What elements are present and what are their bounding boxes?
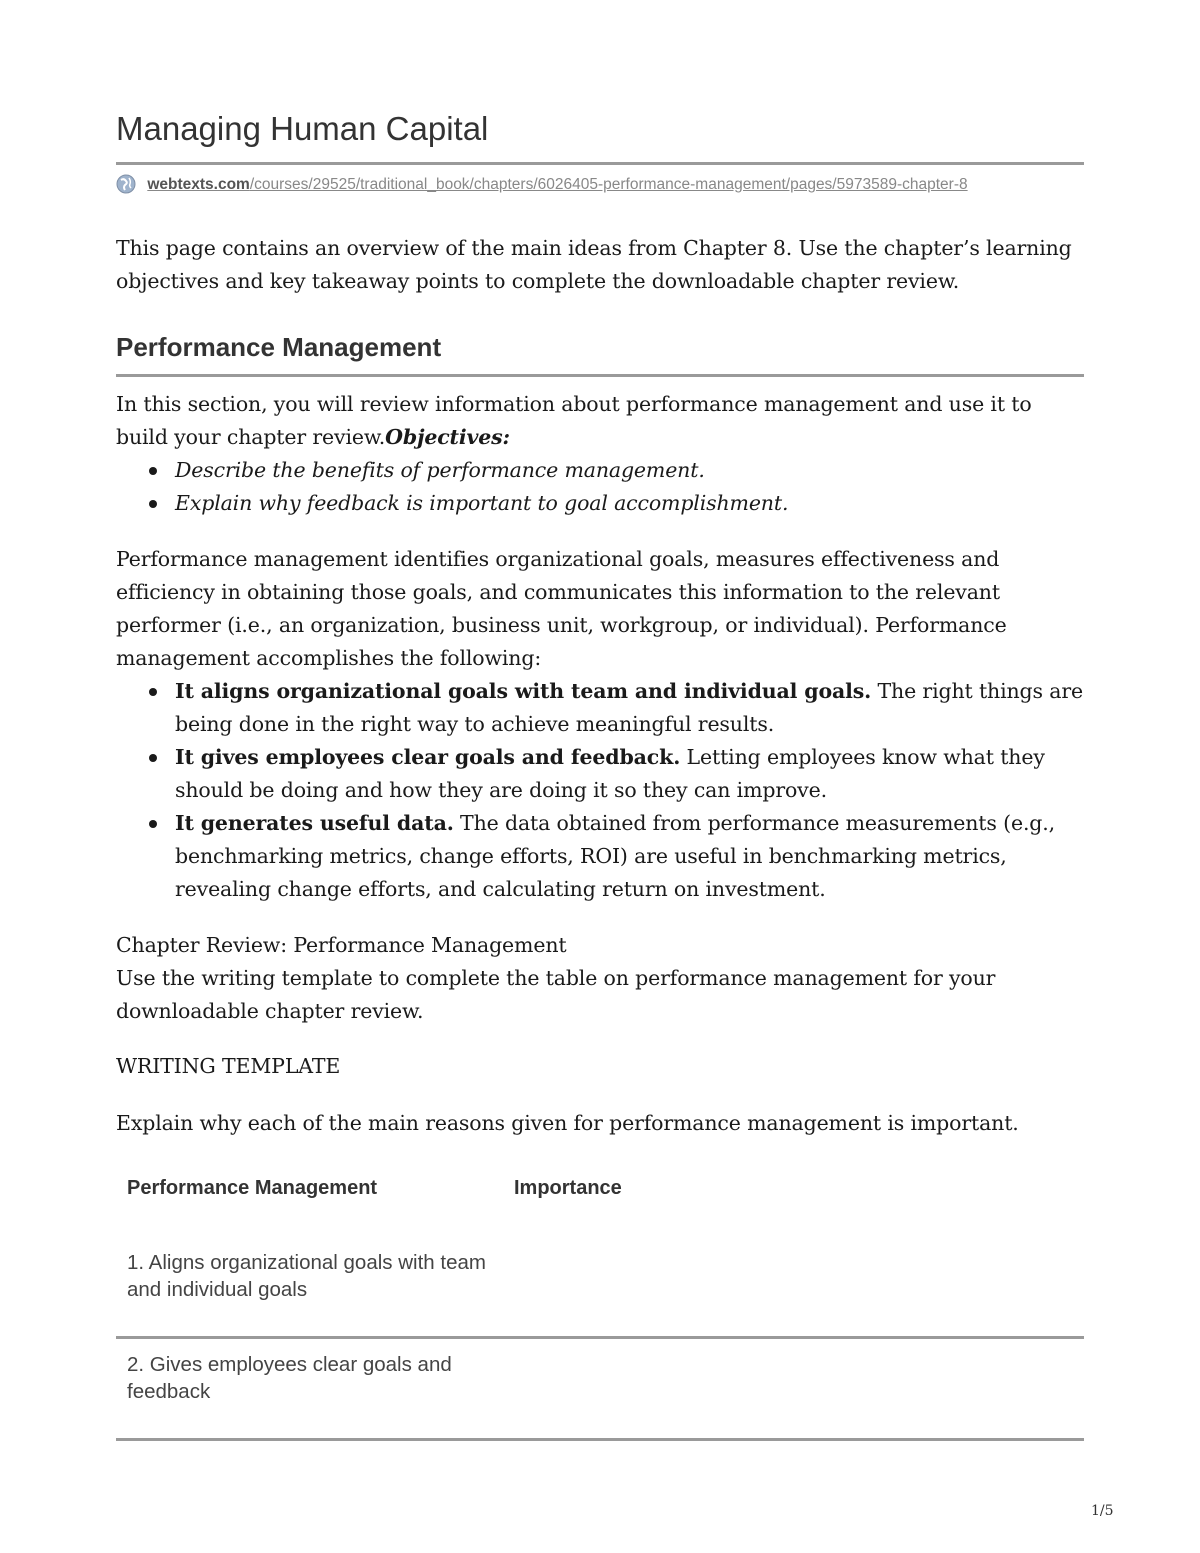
list-item <box>116 675 1084 741</box>
benefit-title: It gives employees clear goals and feedback. <box>175 745 681 769</box>
benefits-list <box>116 675 1084 906</box>
benefit-title: It aligns organizational goals with team and individual goals. <box>175 679 872 703</box>
objectives-list <box>116 454 1084 520</box>
list-item <box>116 741 1084 807</box>
table-row-divider <box>116 1438 1084 1441</box>
page-title: Managing Human Capital <box>116 110 489 147</box>
bullet <box>149 500 157 508</box>
source-url-row <box>116 174 1084 198</box>
bullet <box>149 754 157 762</box>
list-item <box>116 487 1084 520</box>
url-domain: webtexts.com <box>147 176 250 193</box>
list-item <box>116 807 1084 906</box>
url-path: /courses/29525/traditional_book/chapters/6026405-performance-management/pages/5973589-chapter-8 <box>249 176 968 193</box>
table-row-divider <box>116 1336 1084 1339</box>
benefit-text: The right things are being done in the right way to achieve meaningful results. <box>175 679 1083 736</box>
chapter-review-title: Chapter Review: Performance Management <box>116 933 567 957</box>
page-number: 1/5 <box>1091 1503 1114 1519</box>
objectives-label: Objectives: <box>385 425 510 449</box>
benefit-title: It generates useful data. <box>175 811 454 835</box>
benefit-text: The data obtained from performance measurements (e.g., benchmarking metrics, change efforts, ROI) are useful in benchmarking metrics, revealing change efforts, and calculating return on investment. <box>175 811 1056 901</box>
writing-template-label: WRITING TEMPLATE <box>116 1054 341 1078</box>
table-header-importance: Importance <box>514 1177 622 1199</box>
globe-icon <box>116 174 136 194</box>
objective-text: Explain why feedback is important to goal accomplishment. <box>175 491 789 515</box>
intro-paragraph: This page contains an overview of the main ideas from Chapter 8. Use the chapter’s learning objectives and key takeaway points to complete the downloadable chapter review. <box>116 236 1072 293</box>
list-item <box>116 454 1084 487</box>
source-url-link[interactable] <box>147 176 967 193</box>
writing-prompt: Explain why each of the main reasons given for performance management is important. <box>116 1111 1019 1135</box>
section-divider <box>116 374 1084 377</box>
title-divider <box>116 162 1084 165</box>
section-lead-text: In this section, you will review information about performance management and use it to build your chapter review. <box>116 392 1032 449</box>
table-cell-management: 1. Aligns organizational goals with team and individual goals <box>127 1251 486 1301</box>
section-lead <box>116 388 1084 454</box>
bullet <box>149 820 157 828</box>
benefit-text: Letting employees know what they should be doing and how they are doing it so they can improve. <box>175 745 1045 802</box>
chapter-review-instructions: Use the writing template to complete the table on performance management for your downloadable chapter review. <box>116 966 996 1023</box>
section-heading: Performance Management <box>116 332 442 362</box>
bullet <box>149 688 157 696</box>
body-paragraph: Performance management identifies organizational goals, measures effectiveness and efficiency in obtaining those goals, and communicates this information to the relevant performer (i.e., an organization, business unit, workgroup, or individual). Performance management accomplishes the following: <box>116 547 1007 670</box>
bullet <box>149 467 157 475</box>
table-cell-management: 2. Gives employees clear goals and feedback <box>127 1353 452 1403</box>
table-header-performance-management: Performance Management <box>127 1177 378 1199</box>
objective-text: Describe the benefits of performance management. <box>175 458 705 482</box>
